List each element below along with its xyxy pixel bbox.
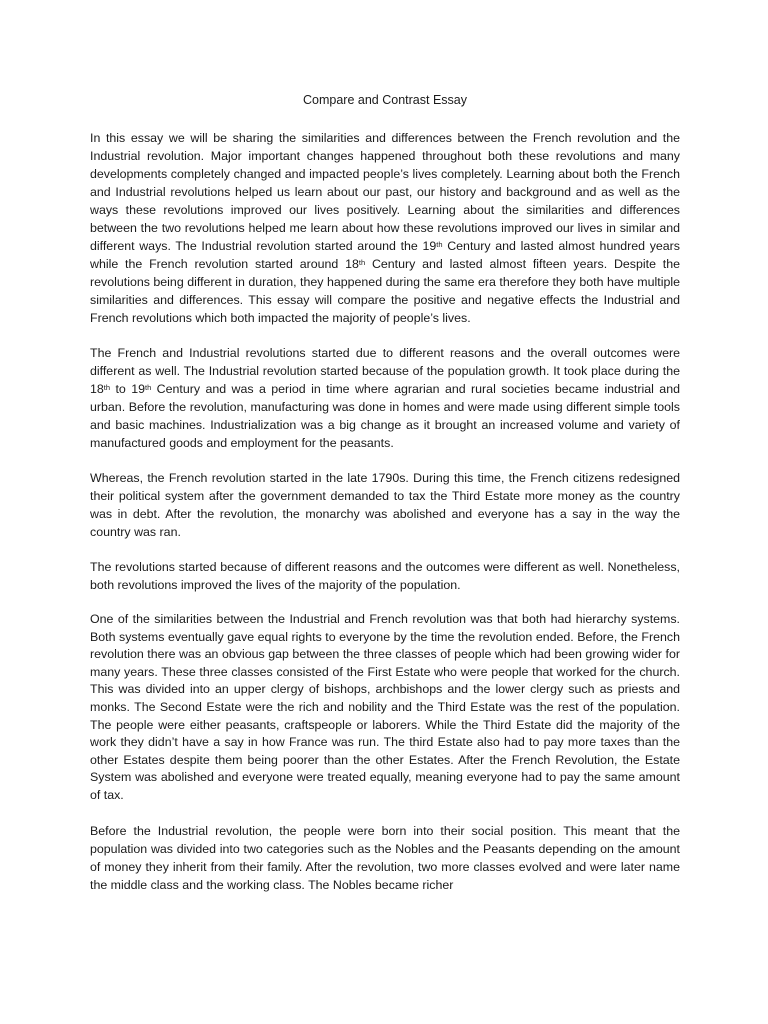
p1-superscript-2: th (358, 258, 366, 267)
paragraph-transition: The revolutions started because of different reasons and the outcomes were different as well. Nonetheless, both revolutions improved the lives of the majority of the population. (90, 560, 680, 592)
p1-text-b: Century and lasted almost hundred years while the French revolution started around 18 (90, 239, 681, 271)
p1-text-c: Century and lasted almost fifteen years. Despite the revolutions being different in duration, they happened during the same era therefore they both have multiple similarities and differences. This essay will compare the positive and negative effects the Industrial and French revolutions which both impacted the majority of people’s lives. (90, 257, 680, 325)
p2-superscript-2: th (144, 383, 152, 392)
paragraph-french-origins: Whereas, the French revolution started in the late 1790s. During this time, the French citizens redesigned their political system after the government demanded to tax the Third Estate more money as the country was in debt. After the revolution, the monarchy was abolished and everyone has a say in the way the country was ran. (90, 471, 680, 539)
paragraph-introduction (90, 129, 680, 327)
p2-text-c: Century and was a period in time where agrarian and rural societies became industrial and urban. Before the revolution, manufacturing was done in homes and were made using different simple tools and basic machines. Industrialization was a big change as it brought an increased volume and variety of manufactured goods and employment for the peasants. (90, 382, 680, 450)
paragraph-hierarchy-french: One of the similarities between the Industrial and French revolution was that both had hierarchy systems. Both systems eventually gave equal rights to everyone by the time the revolution ended. Before, the French revolution there was an obvious gap between the three classes of people which had been growing wider for many years. These three classes consisted of the First Estate who were people that worked for the church. This was divided into an upper clergy of bishops, archbishops and the lower clergy such as priests and monks. The Second Estate were the rich and nobility and the Third Estate was the rest of the population. The people were either peasants, craftspeople or laborers. While the Third Estate did the majority of the work they didn’t have a say in how France was run. The third Estate also had to pay more taxes than the other Estates despite them being poorer than the other Estates. After the French Revolution, the Estate System was abolished and everyone were treated equally, meaning everyone had to pay the same amount of tax. (90, 612, 680, 802)
p2-text-a: The French and Industrial revolutions started due to different reasons and the overall outcomes were different as well. The Industrial revolution started because of the population growth. It took place during the 18 (90, 346, 680, 396)
essay-title: Compare and Contrast Essay (303, 93, 467, 107)
p1-superscript-1: th (436, 240, 443, 249)
p2-superscript-1: th (103, 383, 111, 392)
p1-text-a: In this essay we will be sharing the similarities and differences between the French revolution and the Industrial revolution. Major important changes happened throughout both these revolutions and many developments completely changed and impacted people’s lives completely. Learning about both the French and Industrial revolutions helped us learn about our past, our history and background and as well as the ways these revolutions improved our lives positively. Learning about the similarities and differences between the two revolutions helped me learn about how these revolutions improved our lives in similar and different ways. The Industrial revolution started around the 19 (90, 131, 680, 253)
p2-text-b: to 19 (110, 382, 145, 396)
paragraph-hierarchy-industrial: Before the Industrial revolution, the people were born into their social position. This meant that the population was divided into two categories such as the Nobles and the Peasants depending on the amount of money they inherit from their family. After the revolution, two more classes evolved and were later name the middle class and the working class. The Nobles became richer (90, 823, 680, 892)
paragraph-industrial-origins (90, 344, 680, 452)
